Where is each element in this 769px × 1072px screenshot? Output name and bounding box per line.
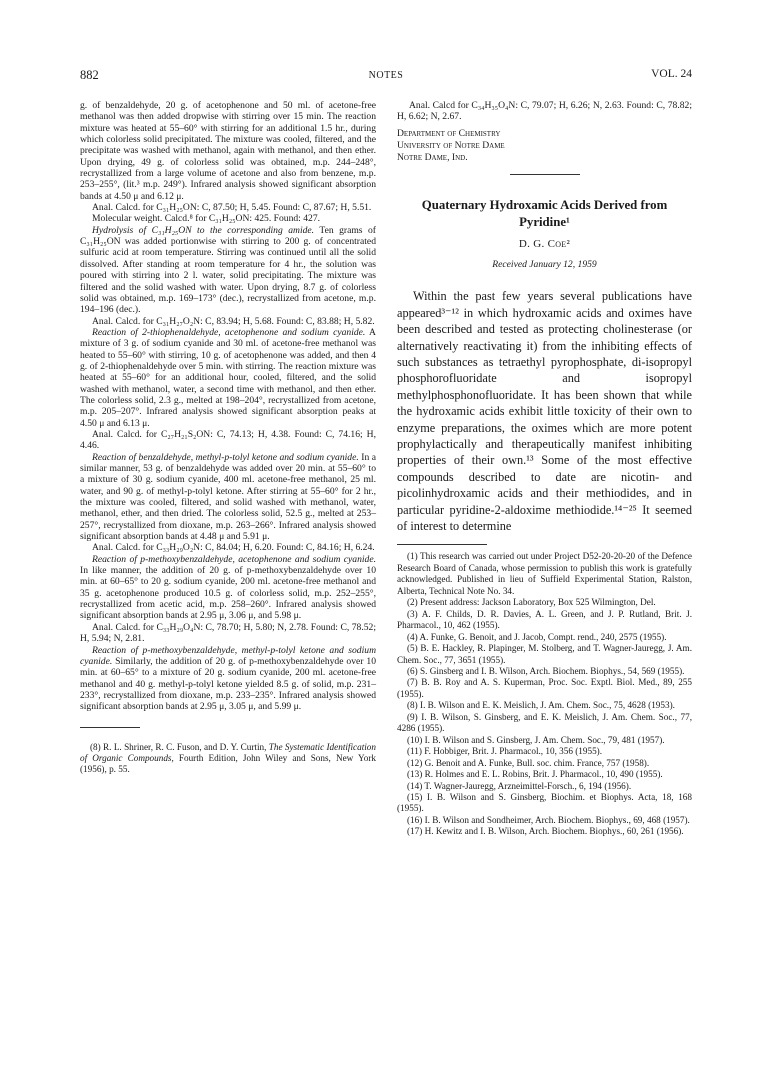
footnote: (7) B. B. Roy and A. S. Kuperman, Proc. Soc. Exptl. Biol. Med., 89, 255 (1955). (397, 677, 692, 699)
footnote: (15) I. B. Wilson and S. Ginsberg, Biochim. et Biophys. Acta, 18, 168 (1955). (397, 791, 692, 814)
paragraph: Hydrolysis of C₃₁H₂₅ON to the corresponding amide. Ten grams of C₃₁H₂₅ON was added portionwise with stirring to 200 g. of concentrated sulfuric acid at room temperature. Stirring was continued until all the solid dissolved. After standing at room temperature for 4 hr., the solution was poured with stirring into 2 l. water, solid precipitating. The mixture was filtered and the solid washed with water. Upon drying, 8.7 g. of colorless solid was obtained, m.p. 169–173° (dec.), recrystallized from acetone, m.p. 194–196 (dec.). (80, 224, 376, 316)
paragraph: Reaction of 2-thiophenaldehyde, acetophenone and sodium cyanide. A mixture of 3 g. of sodium cyanide and 30 ml. of acetone-free methanol was heated to 55–60° with stirring, 10 g. of acetophenone was added, and then 4 g. of 2-thiophenaldehyde over 5 min. with stirring. The reaction mixture was heated at 55–60° for an additional hour, cooled, filtered, and the solid washed with methanol, water, a second time with methanol, and then ether. The colorless solid, 2.3 g., melted at 198–204°, recrystallized from acetone, m.p. 205–207°. Infrared analysis showed significant absorption peaks at 4.50 μ and 6.13 μ. (80, 326, 376, 429)
analysis-line: Anal. Calcd for C₃₄H₃₅O₄N: C, 79.07; H, 6.26; N, 2.63. Found: C, 78.82; H, 6.62; N, 2.67. (397, 100, 692, 123)
section-heading: Reaction of p-methoxybenzaldehyde, methyl-p-tolyl ketone and sodium cyanide. (80, 644, 376, 667)
right-column (397, 100, 692, 838)
footnote: (8) I. B. Wilson and E. K. Meislich, J. Am. Chem. Soc., 75, 4628 (1953). (407, 700, 675, 711)
article-body (397, 288, 692, 534)
footnote-divider (397, 544, 487, 545)
analysis-line: Anal. Calcd. for C₃₁H₂₇O₂N: C, 83.94; H, 5.68. Found: C, 83.88; H, 5.82. (92, 315, 375, 327)
page-number: 882 (80, 68, 99, 82)
footnote: (5) B. E. Hackley, R. Plapinger, M. Stolberg, and T. Wagner-Jauregg, J. Am. Chem. Soc., 77, 3651 (1955). (397, 643, 692, 665)
footnote: (13) R. Holmes and E. L. Robins, Brit. J. Pharmacol., 10, 490 (1955). (407, 769, 663, 780)
section-heading: Hydrolysis of C₃₁H₂₅ON to the corresponding amide. (92, 224, 315, 236)
footnote: (2) Present address: Jackson Laboratory, Box 525 Wilmington, Del. (407, 597, 656, 608)
paragraph: g. of benzaldehyde, 20 g. of acetophenone and 50 ml. of acetone-free methanol was then added dropwise with stirring over 15 min. The reaction mixture was heated at 55–60° with stirring for an additional 1.5 hr., during which colorless solid precipitated. The mixture was cooled, filtered, and the precipitate was washed with methanol, again with methanol, and then ether. Upon drying, 49 g. of colorless solid was obtained, m.p. 244–248°, recrystallized from a large volume of acetone and also from benzene, m.p. 253–255°, (lit.³ m.p. 249°). Infrared analysis showed significant absorption bands at 4.50 μ and 6.12 μ. (80, 100, 376, 202)
footnote: (6) S. Ginsberg and I. B. Wilson, Arch. Biochem. Biophys., 54, 569 (1955). (407, 666, 685, 676)
analysis-line: Anal. Calcd. for C₂₇H₂₁S₂ON: C, 74.13; H, 4.38. Found: C, 74.16; H, 4.46. (80, 428, 376, 452)
received-date: Received January 12, 1959 (492, 259, 597, 271)
section-heading: Reaction of benzaldehyde, methyl-p-tolyl ketone and sodium cyanide. (92, 451, 359, 463)
footnote-divider (80, 727, 140, 728)
address-line: Department of Chemistry (397, 127, 501, 139)
paragraph: Reaction of p-methoxybenzaldehyde, methyl-p-tolyl ketone and sodium cyanide. Similarly, the addition of 20 g. of p-methoxybenzaldehyde over 10 min. at 60–65° to a mixture of 20 g. sodium cyanide, 200 ml. acetone-free methanol and 40 g. methyl-p-tolyl ketone yielded 8.5 g. of solid, m.p. 231–233°, recrystallized from dioxane, m.p. 233–235°. Infrared analysis showed significant absorption bands at 2.95 μ, 3.05 μ, and 5.99 μ. (80, 644, 376, 713)
analysis-line: Anal. Calcd. for C₃₃H₂₉O₂N: C, 84.04; H, 6.20. Found: C, 84.16; H, 6.24. (92, 542, 375, 554)
running-head: NOTES (368, 70, 404, 81)
footnote: (11) F. Hobbiger, Brit. J. Pharmacol., 10, 356 (1955). (407, 746, 603, 757)
paragraph: Reaction of benzaldehyde, methyl-p-tolyl ketone and sodium cyanide. In a similar manner, 53 g. of benzaldehyde was added over 20 min. at 55–60° to a mixture of 30 g. sodium cyanide, 400 ml. acetone-free methanol, 25 ml. water, and 90 g. of methyl-p-tolyl ketone. After stirring at 55–60° for 2 hr., the mixture was cooled, filtered, and solid washed with methanol, water, methanol, ether, and then dried. The colorless solid, 52.5 g., melted at 253–257°, recrystallized from dioxane, m.p. 263–266°. Infrared analysis showed significant absorption bands at 4.48 μ and 5.91 μ. (80, 451, 376, 543)
molecular-weight-line: Molecular weight. Calcd.⁸ for C₃₁H₂₅ON: 425. Found: 427. (92, 213, 321, 225)
paragraph: Reaction of p-methoxybenzaldehyde, acetophenone and sodium cyanide. In like manner, the addition of 20 g. of p-methoxybenzaldehyde over 10 min. at 60–65° to 20 g. sodium cyanide, 200 ml. acetone-free methanol and 35 g. acetophenone produced 10.5 g. of colorless solid, m.p. 252–255°, recrystallized from acetic acid, m.p. 258–260°. Infrared analysis showed significant absorption bands at 2.95 μ, 3.06 μ, and 5.98 μ. (80, 553, 376, 622)
section-heading: Reaction of 2-thiophenaldehyde, acetophenone and sodium cyanide. (92, 326, 366, 338)
footnote: (10) I. B. Wilson and S. Ginsberg, J. Am. Chem. Soc., 79, 481 (1957). (407, 734, 665, 745)
footnote: (1) This research was carried out under Project D52-20-20-20 of the Defence Research Board of Canada, whose permission to publish this work is gratefully acknowledged. Published in lieu of Suffield Experimental Station, Ralston, Alberta, Technical Note No. 34. (397, 551, 692, 596)
page-header (80, 68, 692, 88)
footnote: (4) A. Funke, G. Benoit, and J. Jacob, Compt. rend., 240, 2575 (1955). (407, 631, 667, 642)
section-heading: Reaction of p-methoxybenzaldehyde, acetophenone and sodium cyanide. (92, 553, 376, 565)
footnote-8: (8) R. L. Shriner, R. C. Fuson, and D. Y. Curtin, The Systematic Identification of Organic Compounds, Fourth Edition, John Wiley and Sons, New York (1956), p. 55. (80, 741, 376, 775)
address-line: Notre Dame, Ind. (397, 151, 468, 163)
footnote: (16) I. B. Wilson and Sondheimer, Arch. Biochem. Biophys., 69, 468 (1957). (407, 814, 690, 825)
address-line: University of Notre Dame (397, 139, 505, 151)
footnote: (14) T. Wagner-Jauregg, Arzneimittel-Forsch., 6, 194 (1956). (407, 780, 632, 791)
affiliation-address (397, 128, 692, 164)
left-column (80, 100, 376, 776)
volume-label: VOL. 24 (651, 68, 692, 80)
section-divider (510, 174, 580, 175)
footnotes (397, 551, 692, 837)
footnote: (9) I. B. Wilson, S. Ginsberg, and E. K. Meislich, J. Am. Chem. Soc., 77, 4286 (1955). (397, 711, 692, 734)
article-title: Quaternary Hydroxamic Acids Derived from Pyridine¹ (421, 197, 668, 229)
footnote: (3) A. F. Childs, D. R. Davies, A. L. Green, and J. P. Rutland, Brit. J. Pharmacol., 10, 462 (1955). (397, 608, 692, 631)
analysis-line: Anal. Calcd. for C₃₁H₂₅ON: C, 87.50; H, 5.45. Found: C, 87.67; H, 5.51. (92, 202, 372, 214)
author: D. G. Coe² (518, 237, 571, 250)
analysis-line: Anal. Calcd. for C₃₃H₂₉O₄N: C, 78.70; H, 5.80; N, 2.78. Found: C, 78.52; H, 5.94; N, 2.81. (80, 621, 376, 645)
footnote: (12) G. Benoit and A. Funke, Bull. soc. chim. France, 757 (1958). (407, 757, 650, 768)
body-paragraph: Within the past few years several publications have appeared³⁻¹² in which hydroxamic acids and oximes have been described and tested as protecting cholinesterase (or alternatively reactivating it) from the inhibiting effects of such substances as tetraethyl pyrophosphate, di-isopropyl phosphorofluoridate and isopropyl methylphosphonofluoridate. It has been shown that while the hydroxamic acids exhibit little toxicity of their own to enzyme preparations, the oximes which are more potent prophylactically and therapeutically manifest inhibiting properties of their own.¹³ Some of the most effective compounds described to date are nicotin- and picolinhydroxamic acids and their methiodides, and in particular pyridine-2-aldoxime methiodide.¹⁴⁻²⁵ It seemed of interest to determine (397, 289, 692, 534)
footnote: (17) H. Kewitz and I. B. Wilson, Arch. Biochem. Biophys., 60, 261 (1956). (407, 826, 684, 837)
